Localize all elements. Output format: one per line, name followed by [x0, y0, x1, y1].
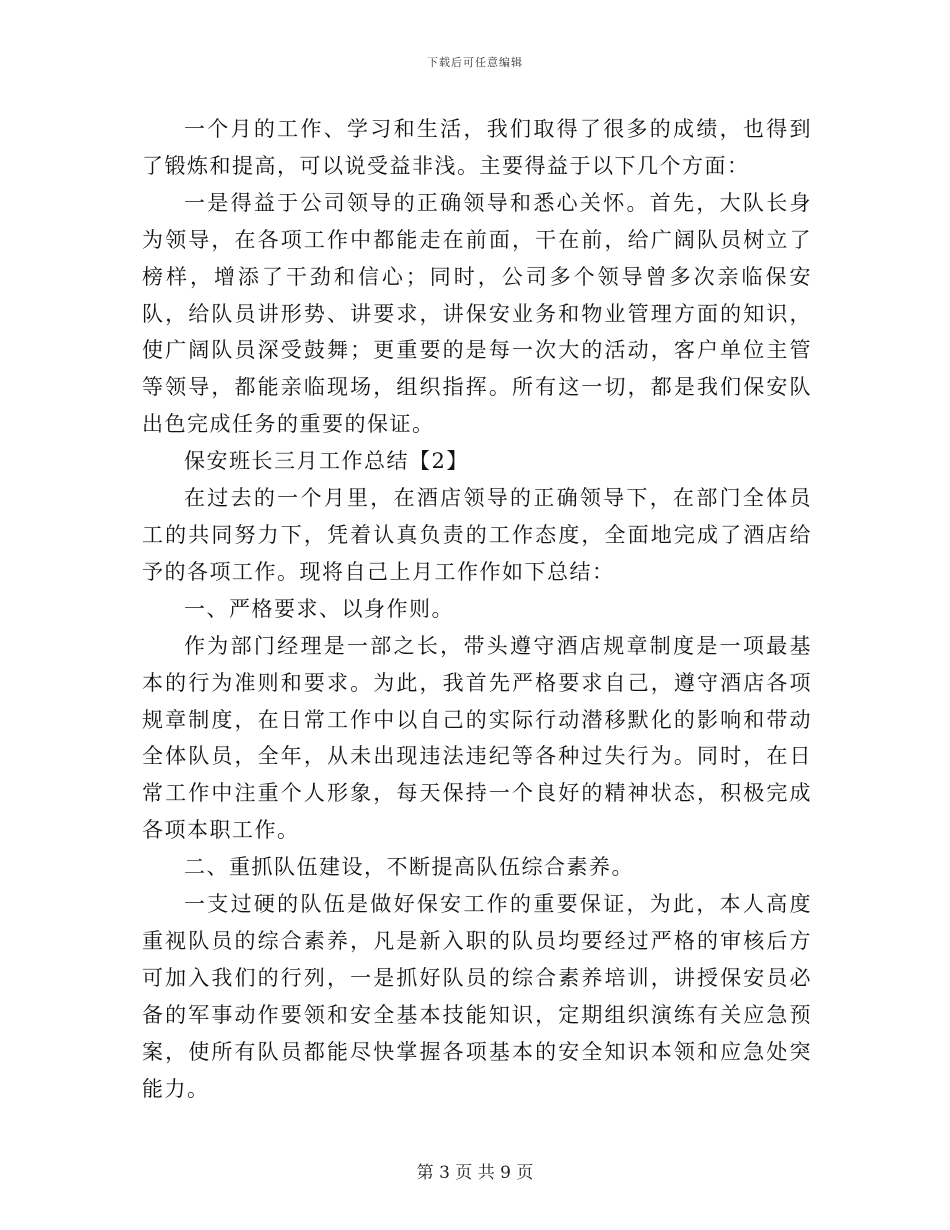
heading-point-one: 一、严格要求、以身作则。: [184, 596, 454, 621]
paragraph-point-one: 作为部门经理是一部之长，带头遵守酒店规章制度是一项最基本的行为准则和要求。为此，我首先严格要求自己，遵守酒店各项规章制度，在日常工作中以自己的实际行动潜移默化的影响和带动全体队员，全年，从未出现违法违纪等各种过失行为。同时，在日常工作中注重个人形象，每天保持一个良好的精神状态，积极完成各项本职工作。: [142, 633, 812, 843]
page-number: [0, 1158, 950, 1183]
section-title: 保安班长三月工作总结【2】: [184, 449, 469, 474]
heading-point-two: 二、重抓队伍建设，不断提高队伍综合素养。: [184, 855, 634, 880]
header-note: 下载后可任意编辑: [427, 56, 523, 69]
paragraph-intro: 一个月的工作、学习和生活，我们取得了很多的成绩，也得到了锻炼和提高，可以说受益非浅。主要得益于以下几个方面：: [142, 117, 812, 178]
paragraph-leadership: 一是得益于公司领导的正确领导和悉心关怀。首先，大队长身为领导，在各项工作中都能走在前面，干在前，给广阔队员树立了榜样，增添了干劲和信心；同时，公司多个领导曾多次亲临保安队，给队员讲形势、讲要求，讲保安业务和物业管理方面的知识，使广阔队员深受鼓舞；更重要的是每一次大的活动，客户单位主管等领导，都能亲临现场，组织指挥。所有这一切，都是我们保安队出色完成任务的重要的保证。: [142, 190, 812, 437]
page-number-label: 第 3 页 共 9 页: [416, 1163, 534, 1183]
paragraph-summary: 在过去的一个月里，在酒店领导的正确领导下，在部门全体员工的共同努力下，凭着认真负责的工作态度，全面地完成了酒店给予的各项工作。现将自己上月工作作如下总结：: [142, 486, 812, 584]
document-body: [142, 111, 812, 1107]
paragraph-point-two: 一支过硬的队伍是做好保安工作的重要保证，为此，本人高度重视队员的综合素养，凡是新入职的队员均要经过严格的审核后方可加入我们的行列，一是抓好队员的综合素养培训，讲授保安员必备的军事动作要领和安全基本技能知识，定期组织演练有关应急预案，使所有队员都能尽快掌握各项基本的安全知识本领和应急处突能力。: [142, 892, 812, 1101]
